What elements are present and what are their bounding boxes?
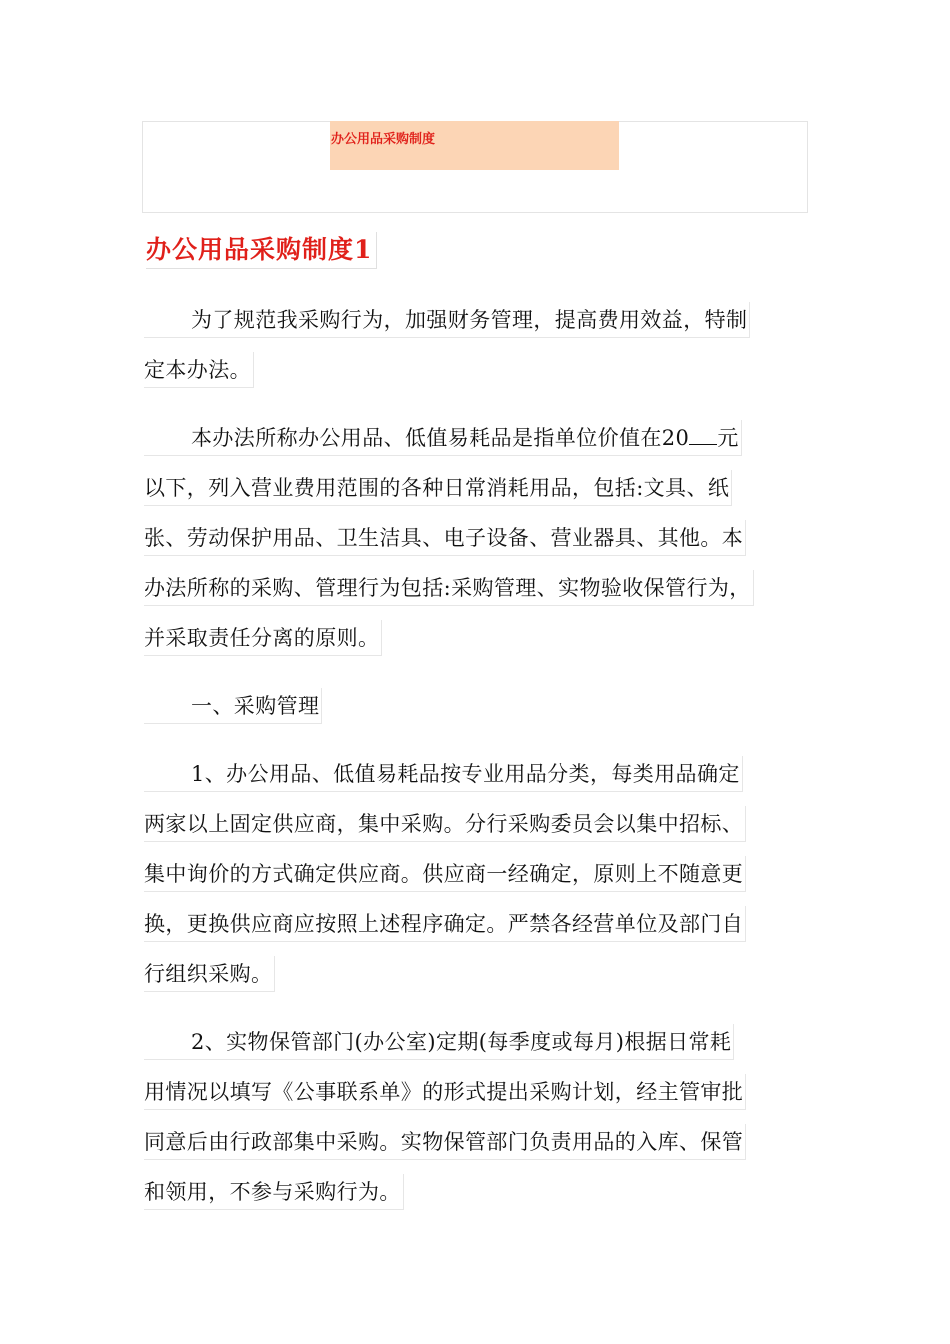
item-2-line-4: 和领用，不参与采购行为。 xyxy=(144,1174,404,1210)
document-title: 办公用品采购制度1 xyxy=(146,232,377,269)
item-2-line-2: 用情况以填写《公事联系单》的形式提出采购计划，经主管审批 xyxy=(144,1074,746,1110)
paragraph-1-line-2: 定本办法。 xyxy=(144,352,254,388)
paragraph-2-line-1-text: 本办法所称办公用品、低值易耗品是指单位价值在20 xyxy=(191,426,690,450)
item-1-line-3: 集中询价的方式确定供应商。供应商一经确定，原则上不随意更 xyxy=(144,856,746,892)
paragraph-2-line-1 xyxy=(144,420,742,456)
paragraph-2-line-1-end: 元 xyxy=(717,426,739,450)
item-2-line-1: 2、实物保管部门(办公室)定期(每季度或每月)根据日常耗 xyxy=(144,1024,734,1060)
item-1-line-1: 1、办公用品、低值易耗品按专业用品分类，每类用品确定 xyxy=(144,756,743,792)
paragraph-1-line-1: 为了规范我采购行为，加强财务管理，提高费用效益，特制 xyxy=(144,302,750,338)
header-label: 办公用品采购制度 xyxy=(330,121,619,170)
item-2-line-3: 同意后由行政部集中采购。实物保管部门负责用品的入库、保管 xyxy=(144,1124,746,1160)
item-1-line-5: 行组织采购。 xyxy=(144,956,275,992)
item-1-line-2: 两家以上固定供应商，集中采购。分行采购委员会以集中招标、 xyxy=(144,806,746,842)
section-heading-procurement: 一、采购管理 xyxy=(144,688,322,724)
paragraph-2-line-3: 张、劳动保护用品、卫生洁具、电子设备、营业器具、其他。本 xyxy=(144,520,746,556)
item-1-line-4: 换，更换供应商应按照上述程序确定。严禁各经营单位及部门自 xyxy=(144,906,746,942)
paragraph-2-line-5: 并采取责任分离的原则。 xyxy=(144,620,382,656)
paragraph-2-line-4: 办法所称的采购、管理行为包括:采购管理、实物验收保管行为， xyxy=(144,570,754,606)
blank-underline xyxy=(689,426,717,445)
paragraph-2-line-2: 以下，列入营业费用范围的各种日常消耗用品，包括:文具、纸 xyxy=(144,470,732,506)
